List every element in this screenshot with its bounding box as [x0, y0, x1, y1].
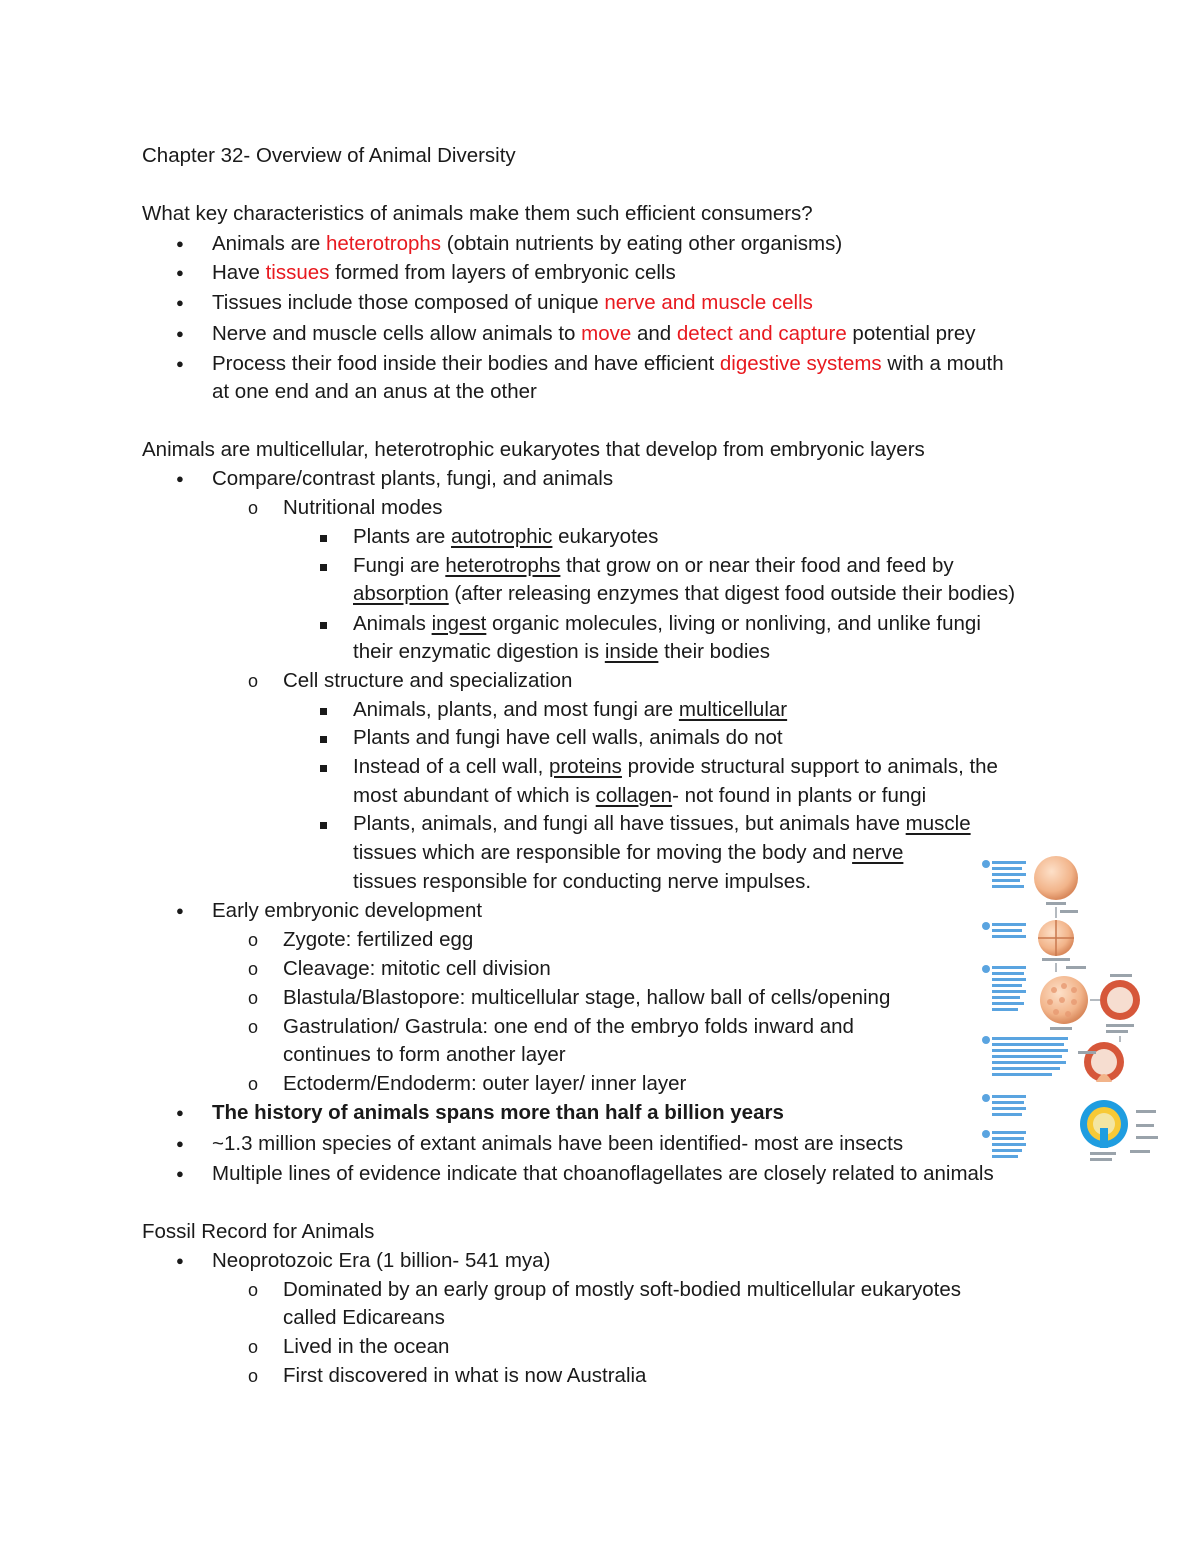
bullet-dot: ●	[176, 1166, 184, 1181]
section-heading: Fossil Record for Animals	[142, 1220, 375, 1243]
bullet-square	[320, 622, 327, 629]
list-item: First discovered in what is now Australia	[283, 1364, 647, 1387]
bullet-dot: ●	[176, 1253, 184, 1268]
bullet-dot: ●	[176, 295, 184, 310]
list-item-continuation: their enzymatic digestion is inside their bodies	[353, 640, 771, 663]
list-item: Nutritional modes	[283, 496, 443, 519]
list-item-continuation: tissues which are responsible for moving the body and nerve	[353, 841, 904, 864]
bullet-square	[320, 822, 327, 829]
list-item-continuation: most abundant of which is collagen- not found in plants or fungi	[353, 784, 927, 807]
gastrula-cross-section	[1080, 1100, 1128, 1148]
list-item: Gastrulation/ Gastrula: one end of the embryo folds inward and	[283, 1015, 854, 1038]
list-item: Nerve and muscle cells allow animals to move and detect and capture potential prey	[212, 322, 976, 345]
list-item: Plants, animals, and fungi all have tissues, but animals have muscle	[353, 812, 971, 835]
list-item-continuation: at one end and an anus at the other	[212, 380, 537, 403]
bullet-dot: ●	[176, 265, 184, 280]
list-item-continuation: tissues responsible for conducting nerve impulses.	[353, 870, 812, 893]
blastula-illustration	[1040, 976, 1088, 1024]
list-item-continuation: absorption (after releasing enzymes that digest food outside their bodies)	[353, 582, 1016, 605]
list-item: Tissues include those composed of unique nerve and muscle cells	[212, 291, 813, 314]
list-item: The history of animals spans more than half a billion years	[212, 1101, 784, 1124]
gastrulation-illustration	[1084, 1042, 1124, 1082]
bullet-circle: o	[248, 1017, 259, 1037]
list-item: Plants are autotrophic eukaryotes	[353, 525, 659, 548]
bullet-circle: o	[248, 1337, 259, 1357]
list-item: Compare/contrast plants, fungi, and animals	[212, 467, 614, 490]
bullet-circle: o	[248, 988, 259, 1008]
bullet-circle: o	[248, 671, 259, 691]
list-item: Plants and fungi have cell walls, animals do not	[353, 726, 783, 749]
list-item: Process their food inside their bodies and have efficient digestive systems with a mouth	[212, 352, 1004, 375]
list-item: Fungi are heterotrophs that grow on or near their food and feed by	[353, 554, 954, 577]
list-item-continuation: continues to form another layer	[283, 1043, 566, 1066]
bullet-dot: ●	[176, 1105, 184, 1120]
bullet-dot: ●	[176, 471, 184, 486]
list-item: Animals are heterotrophs (obtain nutrients by eating other organisms)	[212, 232, 843, 255]
bullet-dot: ●	[176, 356, 184, 371]
list-item: Multiple lines of evidence indicate that choanoflagellates are closely related to animals	[212, 1162, 994, 1185]
list-item: Neoprotozoic Era (1 billion- 541 mya)	[212, 1249, 551, 1272]
bullet-dot: ●	[176, 903, 184, 918]
page-title: Chapter 32- Overview of Animal Diversity	[142, 144, 516, 167]
section-heading: Animals are multicellular, heterotrophic eukaryotes that develop from embryonic layers	[142, 438, 925, 461]
bullet-dot: ●	[176, 1136, 184, 1151]
bullet-circle: o	[248, 1280, 259, 1300]
bullet-square	[320, 736, 327, 743]
list-item: Zygote: fertilized egg	[283, 928, 474, 951]
bullet-circle: o	[248, 1074, 259, 1094]
bullet-dot: ●	[176, 326, 184, 341]
bullet-square	[320, 535, 327, 542]
section-question: What key characteristics of animals make them such efficient consumers?	[142, 202, 813, 225]
list-item: Cleavage: mitotic cell division	[283, 957, 551, 980]
list-item: Have tissues formed from layers of embryonic cells	[212, 261, 676, 284]
list-item: Ectoderm/Endoderm: outer layer/ inner layer	[283, 1072, 687, 1095]
bullet-circle: o	[248, 498, 259, 518]
list-item: Lived in the ocean	[283, 1335, 450, 1358]
bullet-square	[320, 708, 327, 715]
bullet-square	[320, 564, 327, 571]
bullet-square	[320, 765, 327, 772]
bullet-circle: o	[248, 1366, 259, 1386]
bullet-circle: o	[248, 930, 259, 950]
list-item: Instead of a cell wall, proteins provide structural support to animals, the	[353, 755, 998, 778]
bullet-circle: o	[248, 959, 259, 979]
eight-cell-illustration	[1038, 920, 1074, 956]
blastula-cross-section	[1100, 980, 1140, 1020]
list-item: Animals, plants, and most fungi are multicellular	[353, 698, 788, 721]
list-item: Animals ingest organic molecules, living or nonliving, and unlike fungi	[353, 612, 981, 635]
list-item: Early embryonic development	[212, 899, 483, 922]
zygote-illustration	[1034, 856, 1078, 900]
list-item: Dominated by an early group of mostly soft-bodied multicellular eukaryotes	[283, 1278, 961, 1301]
list-item-continuation: called Edicareans	[283, 1306, 445, 1329]
list-item: Cell structure and specialization	[283, 669, 573, 692]
bullet-dot: ●	[176, 236, 184, 251]
embryo-development-figure	[980, 852, 1160, 1164]
list-item: ~1.3 million species of extant animals have been identified- most are insects	[212, 1132, 904, 1155]
list-item: Blastula/Blastopore: multicellular stage, hallow ball of cells/opening	[283, 986, 891, 1009]
